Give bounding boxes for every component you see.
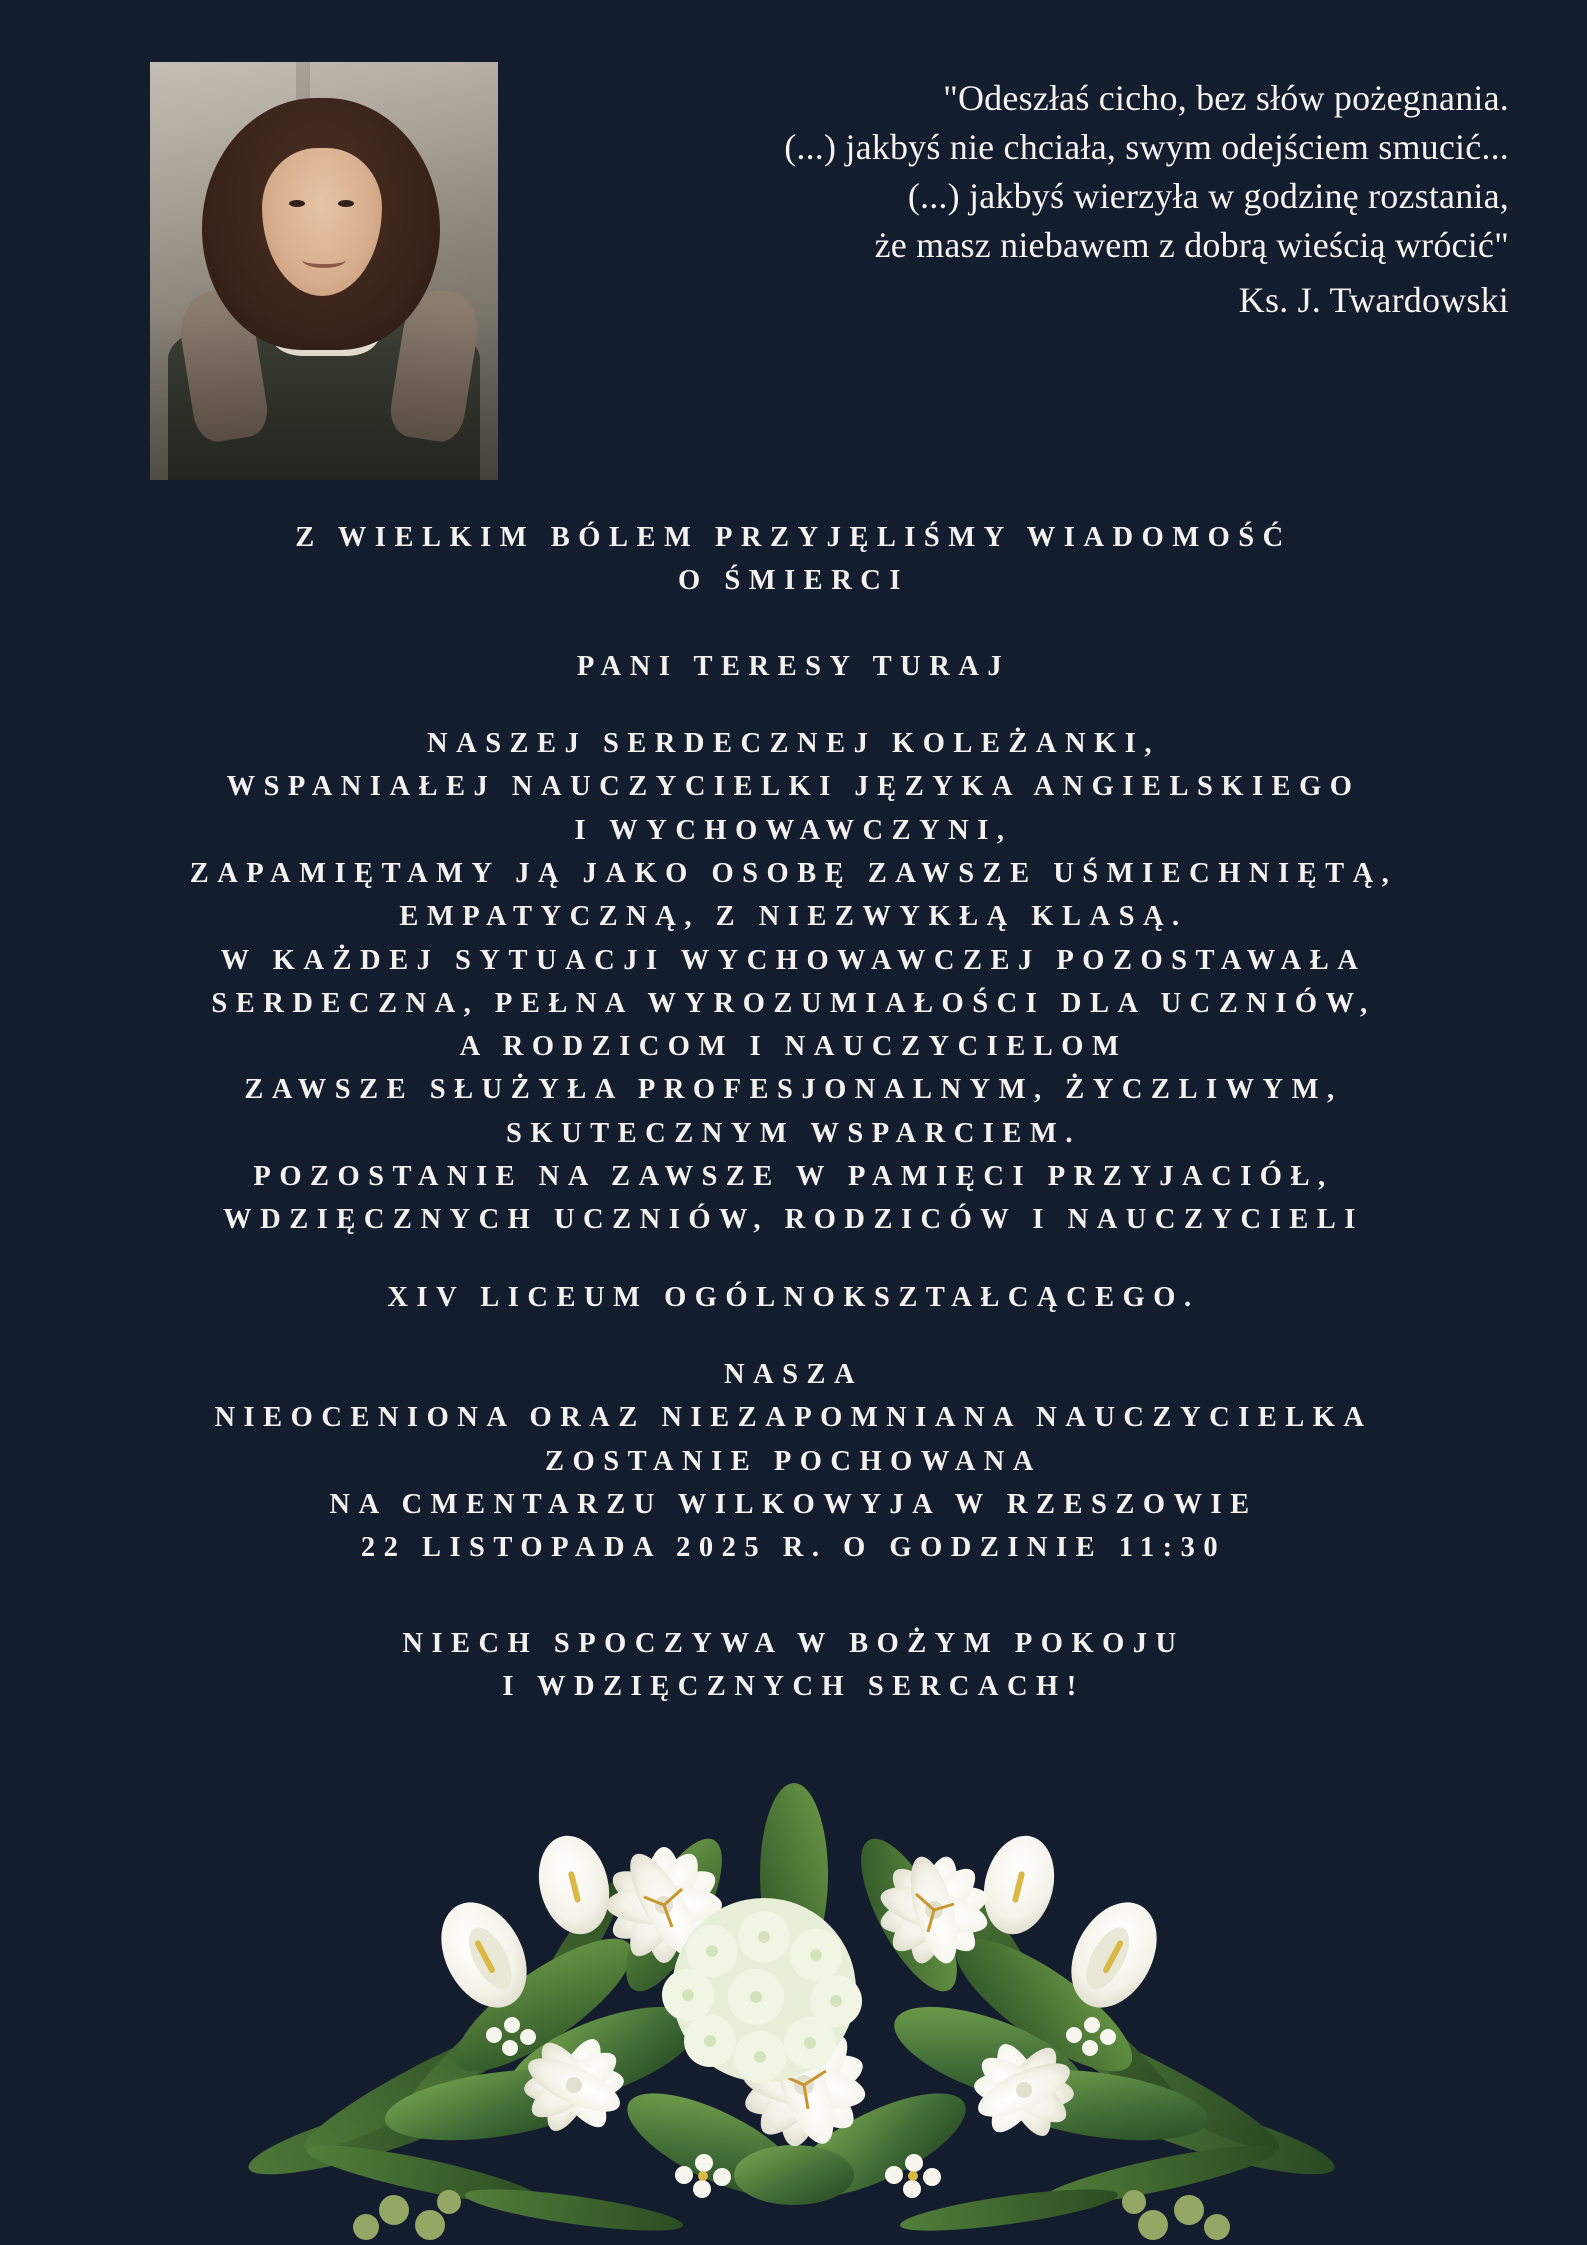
- funeral-line-4: NA CMENTARZU WILKOWYJA W RZESZOWIE: [329, 1488, 1258, 1520]
- portrait-photo: [150, 62, 498, 480]
- spacer: [0, 1242, 1587, 1276]
- tribute-line-12: WDZIĘCZNYCH UCZNIÓW, RODZICÓW I NAUCZYCIELI: [223, 1204, 1364, 1236]
- spacer: [0, 688, 1587, 722]
- funeral-flower-arrangement: [244, 1705, 1344, 2245]
- quote-author: Ks. J. Twardowski: [1238, 279, 1509, 320]
- tribute-line-5: EMPATYCZNĄ, Z NIEZWYKŁĄ KLASĄ.: [399, 901, 1188, 933]
- intro-line-1: Z WIELKIM BÓLEM PRZYJĘLIŚMY WIADOMOŚĆ: [295, 522, 1292, 553]
- tribute-line-11: POZOSTANIE NA ZAWSZE W PAMIĘCI PRZYJACIÓŁ,: [253, 1161, 1334, 1193]
- tribute-line-8: A RODZICOM I NAUCZYCIELOM: [459, 1031, 1128, 1063]
- quote-line-2: (...) jakbyś nie chciała, swym odejściem smucić...: [784, 126, 1509, 167]
- quote-line-1: "Odeszłaś cicho, bez słów pożegnania.: [943, 78, 1509, 118]
- school-name: XIV LICEUM OGÓLNOKSZTAŁCĄCEGO.: [387, 1281, 1200, 1313]
- quote-block: [679, 74, 1509, 325]
- closing-line-2: I WDZIĘCZNYCH SERCACH!: [502, 1671, 1085, 1703]
- funeral-line-2: NIEOCENIONA ORAZ NIEZAPOMNIANA NAUCZYCIELKA: [214, 1402, 1373, 1434]
- header-section: [0, 62, 1587, 482]
- announcement-body: [0, 516, 1587, 1570]
- tribute-line-7: SERDECZNA, PEŁNA WYROZUMIAŁOŚCI DLA UCZNIÓW,: [211, 987, 1376, 1019]
- closing-line-1: NIECH SPOCZYWA W BOŻYM POKOJU: [402, 1628, 1185, 1659]
- tribute-line-3: I WYCHOWAWCZYNI,: [574, 814, 1013, 846]
- photo-vignette: [150, 62, 498, 480]
- tribute-line-9: ZAWSZE SŁUŻYŁA PROFESJONALNYM, ŻYCZLIWYM,: [244, 1074, 1343, 1106]
- quote-line-3: (...) jakbyś wierzyła w godzinę rozstania,: [907, 175, 1509, 216]
- intro-line-2: O ŚMIERCI: [678, 565, 909, 597]
- tribute-line-4: ZAPAMIĘTAMY JĄ JAKO OSOBĘ ZAWSZE UŚMIECHNIĘTĄ,: [189, 857, 1398, 889]
- spacer: [0, 1319, 1587, 1353]
- tribute-line-10: SKUTECZNYM WSPARCIEM.: [506, 1117, 1081, 1149]
- tribute-line-1: NASZEJ SERDECZNEJ KOLEŻANKI,: [427, 727, 1160, 759]
- funeral-line-3: ZOSTANIE POCHOWANA: [545, 1445, 1042, 1477]
- funeral-line-1: NASZA: [723, 1359, 864, 1390]
- spacer: [0, 603, 1587, 645]
- deceased-name: PANI TERESY TURAJ: [576, 650, 1011, 682]
- tribute-line-2: WSPANIAŁEJ NAUCZYCIELKI JĘZYKA ANGIELSKIEGO: [226, 771, 1361, 803]
- closing-block: [0, 1622, 1587, 1709]
- tribute-line-6: W KAŻDEJ SYTUACJI WYCHOWAWCZEJ POZOSTAWAŁA: [220, 944, 1367, 976]
- funeral-line-5: 22 LISTOPADA 2025 R. O GODZINIE 11:30: [360, 1532, 1227, 1564]
- quote-line-4: że masz niebawem z dobrą wieścią wrócić": [874, 224, 1509, 265]
